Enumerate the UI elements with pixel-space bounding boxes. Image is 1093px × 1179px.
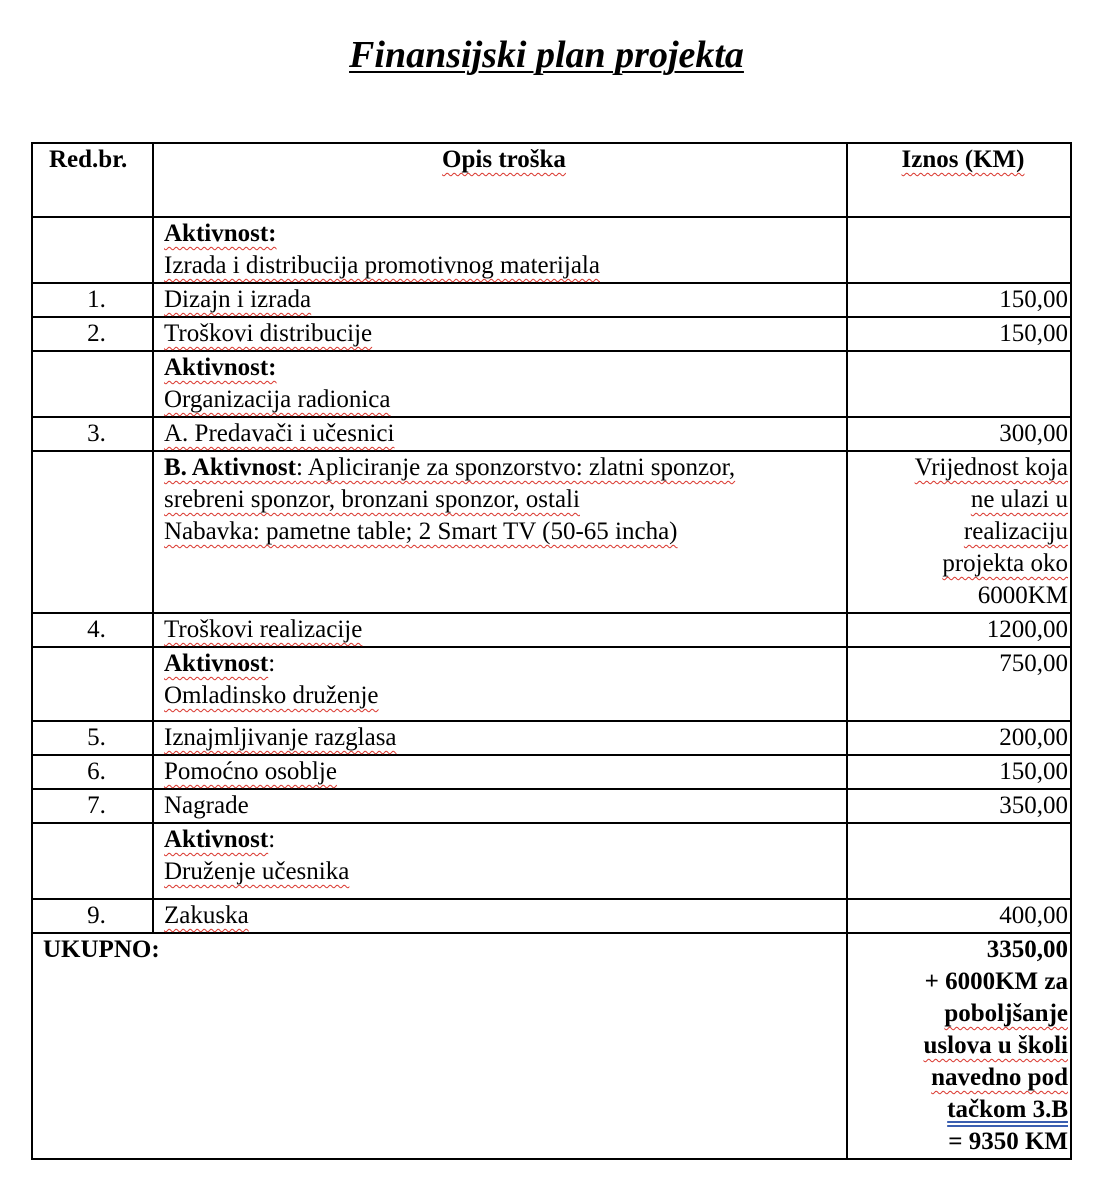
row-num: 2. [32,317,153,351]
row-num: 1. [32,283,153,317]
row-amount [847,217,1071,283]
row-num [32,217,153,283]
row-desc: B. Aktivnost: Apliciranje za sponzorstvo: zlatni sponzor, srebreni sponzor, bronzani sponzor, ostali Nabavka: pametne table; 2 Smart TV (50-65 incha) [153,451,847,613]
row-amount [847,351,1071,417]
row-desc: Aktivnost: Druženje učesnika [153,823,847,899]
row-amount: 1200,00 [847,613,1071,647]
table-row [32,613,1071,647]
table-row-sponsorship [32,451,1071,613]
table-row [32,899,1071,933]
row-amount: 350,00 [847,789,1071,823]
row-amount: 150,00 [847,283,1071,317]
row-num [32,647,153,721]
row-num [32,451,153,613]
row-desc: Aktivnost: Omladinsko druženje [153,647,847,721]
financial-plan-table [31,142,1072,1160]
document-title: Finansijski plan projekta [349,34,744,76]
row-num: 5. [32,721,153,755]
row-desc: Troškovi realizacije [153,613,847,647]
row-amount: 300,00 [847,417,1071,451]
table-row-total [32,933,1071,1159]
row-amount [847,823,1071,899]
row-desc: Aktivnost: Izrada i distribucija promotivnog materijala [153,217,847,283]
row-num: 9. [32,899,153,933]
row-num: 7. [32,789,153,823]
header-num: Red.br. [32,143,153,217]
header-amount: Iznos (KM) [847,143,1071,217]
row-num [32,823,153,899]
row-desc: Iznajmljivanje razglasa [153,721,847,755]
row-amount: 400,00 [847,899,1071,933]
row-num [32,351,153,417]
row-desc: Aktivnost: Organizacija radionica [153,351,847,417]
row-amount: Vrijednost koja ne ulazi u realizaciju projekta oko 6000KM [847,451,1071,613]
row-num: 6. [32,755,153,789]
total-amount: 3350,00 + 6000KM za poboljšanje uslova u školi navedno pod tačkom 3.B = 9350 KM [847,933,1071,1159]
row-num: 3. [32,417,153,451]
row-amount: 150,00 [847,755,1071,789]
header-desc: Opis troška [153,143,847,217]
row-num: 4. [32,613,153,647]
table-row [32,417,1071,451]
row-amount: 750,00 [847,647,1071,721]
table-row-activity [32,823,1071,899]
row-desc: Dizajn i izrada [153,283,847,317]
row-desc: Zakuska [153,899,847,933]
total-label: UKUPNO: [32,933,847,1159]
table-row [32,789,1071,823]
table-row [32,317,1071,351]
table-row-activity [32,647,1071,721]
table-row-activity [32,217,1071,283]
row-desc: Nagrade [153,789,847,823]
table-row [32,755,1071,789]
row-desc: A. Predavači i učesnici [153,417,847,451]
row-desc: Troškovi distribucije [153,317,847,351]
row-amount: 150,00 [847,317,1071,351]
table-row [32,721,1071,755]
table-header-row [32,143,1071,217]
table-row [32,283,1071,317]
row-desc: Pomoćno osoblje [153,755,847,789]
table-row-activity [32,351,1071,417]
row-amount: 200,00 [847,721,1071,755]
